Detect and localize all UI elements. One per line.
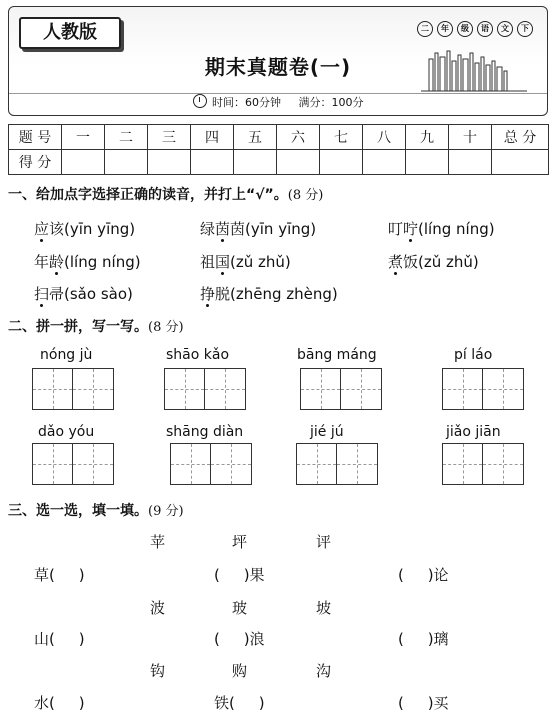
writing-grid[interactable] [442, 443, 524, 485]
fill-blank[interactable]: 水( ) [34, 694, 85, 712]
grade-subject-badges [417, 21, 533, 37]
writing-grid[interactable] [32, 443, 114, 485]
option-char: 评 [316, 533, 332, 551]
score-input-cell[interactable] [62, 150, 105, 175]
table-cell: 三 [148, 125, 191, 150]
section1-points: (8 分) [287, 188, 324, 203]
grade-char: 二 [417, 21, 433, 37]
fill-blank[interactable]: ( )璃 [398, 630, 449, 648]
option-char: 苹 [150, 533, 166, 551]
score-input-cell[interactable] [492, 150, 549, 175]
item-text: 脱(zhēng zhèng) [215, 285, 338, 303]
section1-title: 一、给加点字选择正确的读音，并打上“√”。 [8, 187, 288, 203]
grid-cell[interactable] [33, 444, 73, 484]
header-banner [8, 6, 548, 116]
option-char: 沟 [316, 662, 332, 680]
table-cell: 五 [234, 125, 277, 150]
fill-blank[interactable]: 山( ) [34, 630, 85, 648]
item-text: 茵(yīn yīng) [230, 220, 317, 238]
table-cell: 一 [62, 125, 105, 150]
score-input-cell[interactable] [234, 150, 277, 175]
pronunciation-item[interactable] [200, 251, 291, 272]
grade-char: 语 [477, 21, 493, 37]
pinyin-prompt: nóng jù [40, 347, 93, 363]
grid-cell[interactable] [33, 369, 73, 409]
dotted-char: 龄 [49, 253, 65, 271]
fill-blank[interactable]: 铁( ) [214, 694, 265, 712]
item-text: 饭(zǔ zhǔ) [403, 253, 479, 271]
score-label: 满分：100分 [298, 96, 364, 109]
writing-grid[interactable] [164, 368, 246, 410]
table-cell: 总 分 [492, 125, 549, 150]
score-input-cell[interactable] [320, 150, 363, 175]
dotted-char: 煮 [388, 253, 404, 271]
fill-blank[interactable]: ( )果 [214, 566, 265, 584]
item-text: 祖 [200, 253, 216, 271]
writing-grid[interactable] [32, 368, 114, 410]
section2-heading [8, 316, 184, 336]
dotted-char: 挣 [200, 285, 216, 303]
option-char: 波 [150, 599, 166, 617]
grid-cell[interactable] [73, 369, 113, 409]
table-cell: 得 分 [9, 150, 62, 175]
pinyin-prompt: jiǎo jiān [446, 424, 501, 440]
pronunciation-item[interactable] [200, 218, 316, 239]
writing-grid[interactable] [296, 443, 378, 485]
score-input-cell[interactable] [277, 150, 320, 175]
section3-heading [8, 500, 184, 520]
option-char: 玻 [232, 599, 248, 617]
score-input-cell[interactable] [406, 150, 449, 175]
pinyin-prompt: dǎo yóu [38, 424, 95, 440]
grid-cell[interactable] [297, 444, 337, 484]
pinyin-prompt: shāo kǎo [166, 347, 230, 363]
item-text: 叮 [388, 220, 404, 238]
writing-grid[interactable] [442, 368, 524, 410]
section3-points: (9 分) [148, 504, 184, 519]
dotted-char: 应 [34, 220, 50, 238]
table-cell: 十 [449, 125, 492, 150]
pronunciation-item[interactable] [388, 218, 495, 239]
dotted-char: 茵 [215, 220, 231, 238]
dotted-char: 国 [215, 253, 231, 271]
grade-char: 年 [437, 21, 453, 37]
table-cell: 四 [191, 125, 234, 150]
dotted-char: 咛 [403, 220, 419, 238]
table-cell: 九 [406, 125, 449, 150]
edition-badge: 人教版 [19, 17, 121, 49]
pronunciation-item[interactable] [200, 283, 338, 304]
time-label: 时间：60分钟 [212, 96, 281, 109]
score-input-cell[interactable] [363, 150, 406, 175]
grade-char: 级 [457, 21, 473, 37]
grid-cell[interactable] [443, 369, 483, 409]
writing-grid[interactable] [300, 368, 382, 410]
grade-char: 下 [517, 21, 533, 37]
pronunciation-item[interactable] [34, 218, 135, 239]
pinyin-prompt: shāng diàn [166, 424, 244, 440]
pronunciation-item[interactable] [388, 251, 479, 272]
grid-cell[interactable] [301, 369, 341, 409]
option-char: 钩 [150, 662, 166, 680]
score-input-cell[interactable] [105, 150, 148, 175]
score-table [8, 124, 549, 175]
section1-heading [8, 184, 323, 204]
fill-blank[interactable]: 草( ) [34, 566, 85, 584]
table-cell: 六 [277, 125, 320, 150]
pronunciation-item[interactable] [34, 283, 133, 304]
score-header-row [9, 125, 549, 150]
pinyin-prompt: jié jú [310, 424, 344, 440]
grid-cell[interactable] [205, 369, 245, 409]
score-input-cell[interactable] [148, 150, 191, 175]
clock-icon [193, 94, 207, 108]
grid-cell[interactable] [341, 369, 381, 409]
item-text: 该(yīn yīng) [49, 220, 136, 238]
page-title: 期末真题卷(一) [204, 55, 352, 79]
item-text: (zǔ zhǔ) [230, 253, 291, 271]
score-input-cell[interactable] [449, 150, 492, 175]
score-value-row [9, 150, 549, 175]
grid-cell[interactable] [337, 444, 377, 484]
grid-cell[interactable] [443, 444, 483, 484]
pronunciation-item[interactable] [34, 251, 141, 272]
item-text: (líng níng) [418, 220, 495, 238]
fill-blank[interactable]: ( )买 [398, 694, 449, 712]
table-cell: 八 [363, 125, 406, 150]
option-char: 坪 [232, 533, 248, 551]
item-text: 年 [34, 253, 50, 271]
option-char: 坡 [316, 599, 332, 617]
table-cell: 二 [105, 125, 148, 150]
pinyin-prompt: bāng máng [297, 347, 377, 363]
exam-info-bar [9, 93, 547, 112]
section2-title: 二、拼一拼，写一写。 [8, 319, 148, 335]
grid-cell[interactable] [483, 444, 523, 484]
grid-cell[interactable] [171, 444, 211, 484]
grid-cell[interactable] [483, 369, 523, 409]
table-cell: 题 号 [9, 125, 62, 150]
fill-blank[interactable]: ( )浪 [214, 630, 265, 648]
writing-grid[interactable] [170, 443, 252, 485]
item-text: 帚(sǎo sào) [49, 285, 133, 303]
section2-points: (8 分) [148, 320, 184, 335]
score-input-cell[interactable] [191, 150, 234, 175]
item-text: 绿 [200, 220, 216, 238]
item-text: (líng níng) [64, 253, 141, 271]
grade-char: 文 [497, 21, 513, 37]
fill-blank[interactable]: ( )论 [398, 566, 449, 584]
pinyin-prompt: pí láo [454, 347, 493, 363]
table-cell: 七 [320, 125, 363, 150]
grid-cell[interactable] [165, 369, 205, 409]
grid-cell[interactable] [73, 444, 113, 484]
section3-title: 三、选一选，填一填。 [8, 503, 148, 519]
option-char: 购 [232, 662, 248, 680]
grid-cell[interactable] [211, 444, 251, 484]
dotted-char: 扫 [34, 285, 50, 303]
